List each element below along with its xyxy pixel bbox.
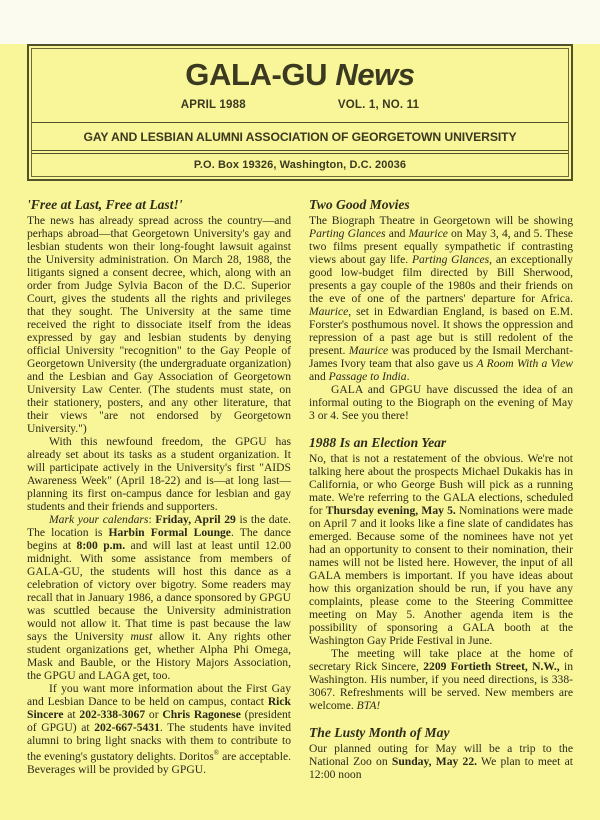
issue-volume: VOL. 1, NO. 11 [337, 98, 420, 111]
article-heading-free-at-last: 'Free at Last, Free at Last!' [27, 196, 183, 212]
article-heading-election-year: 1988 Is an Election Year [309, 434, 447, 450]
article-paragraph: No, that is not a restatement of the obvious. We're not talking here about the prospects Michael Dukakis has in California, or who George Bush will pick as a running mate. We're referring to the GALA elections, scheduled for Thursday evening, May 5. Nominations were made on April 7 and it looks like a fine slate of candidates has emerged. Because some of the nominees have not yet had an opportunity to consent to their nomination, their names will not be listed here. However, the input of all GALA members is important. If you have ideas about how this organization should be run, if you have any complaints, please come to the Steering Committee meeting on May 5. Another agenda item is the possibility of sponsoring a GALA booth at the Washington Gay Pride Festival in June. [309, 452, 573, 648]
article-columns [27, 197, 573, 782]
newsletter-page [0, 44, 600, 820]
masthead [27, 44, 573, 181]
issue-date: APRIL 1988 [180, 98, 246, 111]
masthead-title-italic: News [335, 57, 415, 92]
article-paragraph: GALA and GPGU have discussed the idea of an informal outing to the Biograph on the evening of May 3 or 4. See you there! [309, 382, 573, 422]
article-paragraph: Our planned outing for May will be a trip to the National Zoo on Sunday, May 22. We plan to meet at 12:00 noon [309, 742, 573, 782]
organization-name: GAY AND LESBIAN ALUMNI ASSOCIATION OF GEORGETOWN UNIVERSITY [83, 129, 517, 144]
article-paragraph: If you want more information about the First Gay and Lesbian Dance to be held on campus, contact Rick Sincere at 202-338-3067 or Chris Ragonese (president of GPGU) at 202-667-5431. The students have invited alumni to bring light snacks with them to contribute to the evening's gustatory delights. Doritos® are acceptable. Beverages will be provided by GPGU. [27, 681, 291, 776]
masthead-meta [32, 94, 568, 122]
article-paragraph: Mark your calendars: Friday, April 29 is the date. The location is Harbin Formal Lounge. The dance begins at 8:00 p.m. and will last at least until 12.00 midnight. With some assistance from members of GALA-GU, the students will host this dance as a celebration of victory over bigotry. Some readers may recall that in January 1986, a dance sponsored by GPGU was scuttled because the University administration would not allow it. That time is past because the law says the University must allow it. Any rights other student organizations get, whether Alpha Phi Omega, Mask and Bauble, or the History Majors Association, the GPGU and LAGA get, too. [27, 512, 291, 682]
article-paragraph: The news has already spread across the country—and perhaps abroad—that Georgetown University's gay and lesbian students won their long-fought lawsuit against the University administration. On March 28, 1988, the litigants signed a consent decree, which, along with an order from Judge Sylvia Bacon of the D.C. Superior Court, gives the students all the rights and privileges that they sought. The University at the same time received the right to dissociate itself from the ideas expressed by gay and lesbian students by denying official University "recognition" to the Gay People of Georgetown University (the undergraduate organization) and the Lesbian and Gay Association of Georgetown University Law Center. (The students must state, on their stationery, posters, and any other literature, that their views "are not endorsed by Georgetown University.") [27, 213, 291, 435]
article-paragraph: The Biograph Theatre in Georgetown will be showing Parting Glances and Maurice on May 3, 4, and 5. These two films present equally sympathetic if contrasting views about gay life. Parting Glances, an exceptionally good low-budget film directed by Bill Sherwood, presents a gay couple of the 1980s and their friends on the eve of one of the partners' departure for Africa. Maurice, set in Edwardian England, is based on E.M. Forster's posthumous novel. It shows the oppression and repression of a past age but is still redolent of the present. Maurice was produced by the Ismail Merchant-James Ivory team that also gave us A Room With a View and Passage to India. [309, 213, 573, 383]
article-paragraph: The meeting will take place at the home of secretary Rick Sincere, 2209 Fortieth Street, N.W., in Washington. His number, if you need directions, is 338-3067. Refreshments will be served. New members are welcome. BTA! [309, 647, 573, 713]
mailing-address: P.O. Box 19326, Washington, D.C. 20036 [193, 158, 407, 171]
masthead-inner-frame [31, 48, 569, 177]
right-column [309, 197, 573, 782]
article-heading-two-good-movies: Two Good Movies [309, 196, 410, 212]
page-title [32, 49, 568, 94]
article-heading-lusty-month-of-may: The Lusty Month of May [309, 725, 450, 741]
left-column [27, 197, 291, 776]
masthead-title-main: GALA-GU [185, 57, 328, 92]
article-paragraph: With this newfound freedom, the GPGU has already set about its tasks as a student organization. It will participate actively in the University's first "AIDS Awareness Week" (April 18-22) and is—at long last—planning its first on-campus dance for lesbian and gay students and their friends and supporters. [27, 434, 291, 513]
